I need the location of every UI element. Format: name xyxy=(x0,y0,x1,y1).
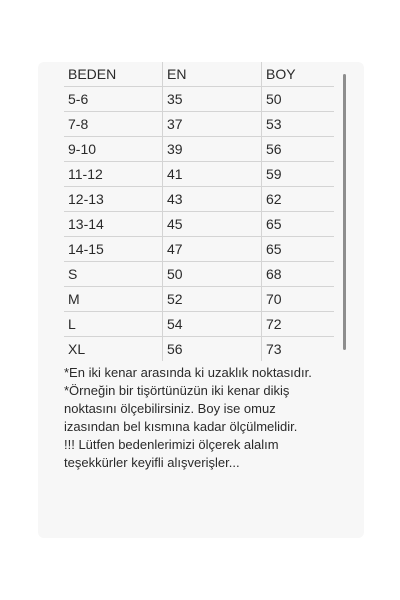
en-cell: 50 xyxy=(163,262,262,287)
note-line: *Örneğin bir tişörtünüzün iki kenar dikiş xyxy=(64,383,290,398)
column-header-en: EN xyxy=(163,62,262,87)
beden-cell: XL xyxy=(64,337,163,362)
note-line: noktasını ölçebilirsiniz. Boy ise omuz xyxy=(64,401,276,416)
boy-cell: 65 xyxy=(262,212,335,237)
note-line: teşekkürler keyifli alışverişler... xyxy=(64,455,240,470)
table-row xyxy=(64,112,334,137)
beden-cell: 9-10 xyxy=(64,137,163,162)
boy-cell: 56 xyxy=(262,137,335,162)
boy-cell: 65 xyxy=(262,237,335,262)
note-line: !!! Lütfen bedenlerimizi ölçerek alalım xyxy=(64,437,279,452)
en-cell: 41 xyxy=(163,162,262,187)
en-cell: 56 xyxy=(163,337,262,362)
note-line: izasından bel kısmına kadar ölçülmelidir. xyxy=(64,419,298,434)
en-cell: 47 xyxy=(163,237,262,262)
beden-cell: L xyxy=(64,312,163,337)
table-row xyxy=(64,187,334,212)
beden-cell: S xyxy=(64,262,163,287)
table-row xyxy=(64,237,334,262)
top-band xyxy=(0,0,400,62)
beden-cell: 14-15 xyxy=(64,237,163,262)
beden-cell: 13-14 xyxy=(64,212,163,237)
boy-cell: 50 xyxy=(262,87,335,112)
table-header-row xyxy=(64,62,334,87)
beden-cell: 5-6 xyxy=(64,87,163,112)
beden-cell: 12-13 xyxy=(64,187,163,212)
boy-cell: 73 xyxy=(266,341,282,357)
beden-cell: 7-8 xyxy=(64,112,163,137)
beden-cell: M xyxy=(64,287,163,312)
column-header-beden: BEDEN xyxy=(64,62,163,87)
note-line: *En iki kenar arasında ki uzaklık noktasıdır. xyxy=(64,365,312,380)
table-row xyxy=(64,162,334,187)
size-table xyxy=(64,62,334,361)
en-cell: 54 xyxy=(163,312,262,337)
en-cell: 52 xyxy=(163,287,262,312)
en-cell: 39 xyxy=(163,137,262,162)
boy-cell: 72 xyxy=(262,312,335,337)
measurement-notes xyxy=(64,364,358,472)
table-row xyxy=(64,262,334,287)
boy-cell: 53 xyxy=(262,112,335,137)
column-header-boy: BOY xyxy=(262,62,335,87)
table-row xyxy=(64,212,334,237)
en-cell: 43 xyxy=(163,187,262,212)
table-row xyxy=(64,287,334,312)
en-cell: 45 xyxy=(163,212,262,237)
beden-cell: 11-12 xyxy=(64,162,163,187)
table-row xyxy=(64,312,334,337)
table-row xyxy=(64,137,334,162)
vertical-scrollbar[interactable] xyxy=(343,74,346,350)
boy-cell: 62 xyxy=(262,187,335,212)
table-row xyxy=(64,337,334,362)
boy-cell: 59 xyxy=(262,162,335,187)
en-cell: 37 xyxy=(163,112,262,137)
boy-cell: 70 xyxy=(262,287,335,312)
boy-cell: 68 xyxy=(262,262,335,287)
en-cell: 35 xyxy=(163,87,262,112)
table-row xyxy=(64,87,334,112)
